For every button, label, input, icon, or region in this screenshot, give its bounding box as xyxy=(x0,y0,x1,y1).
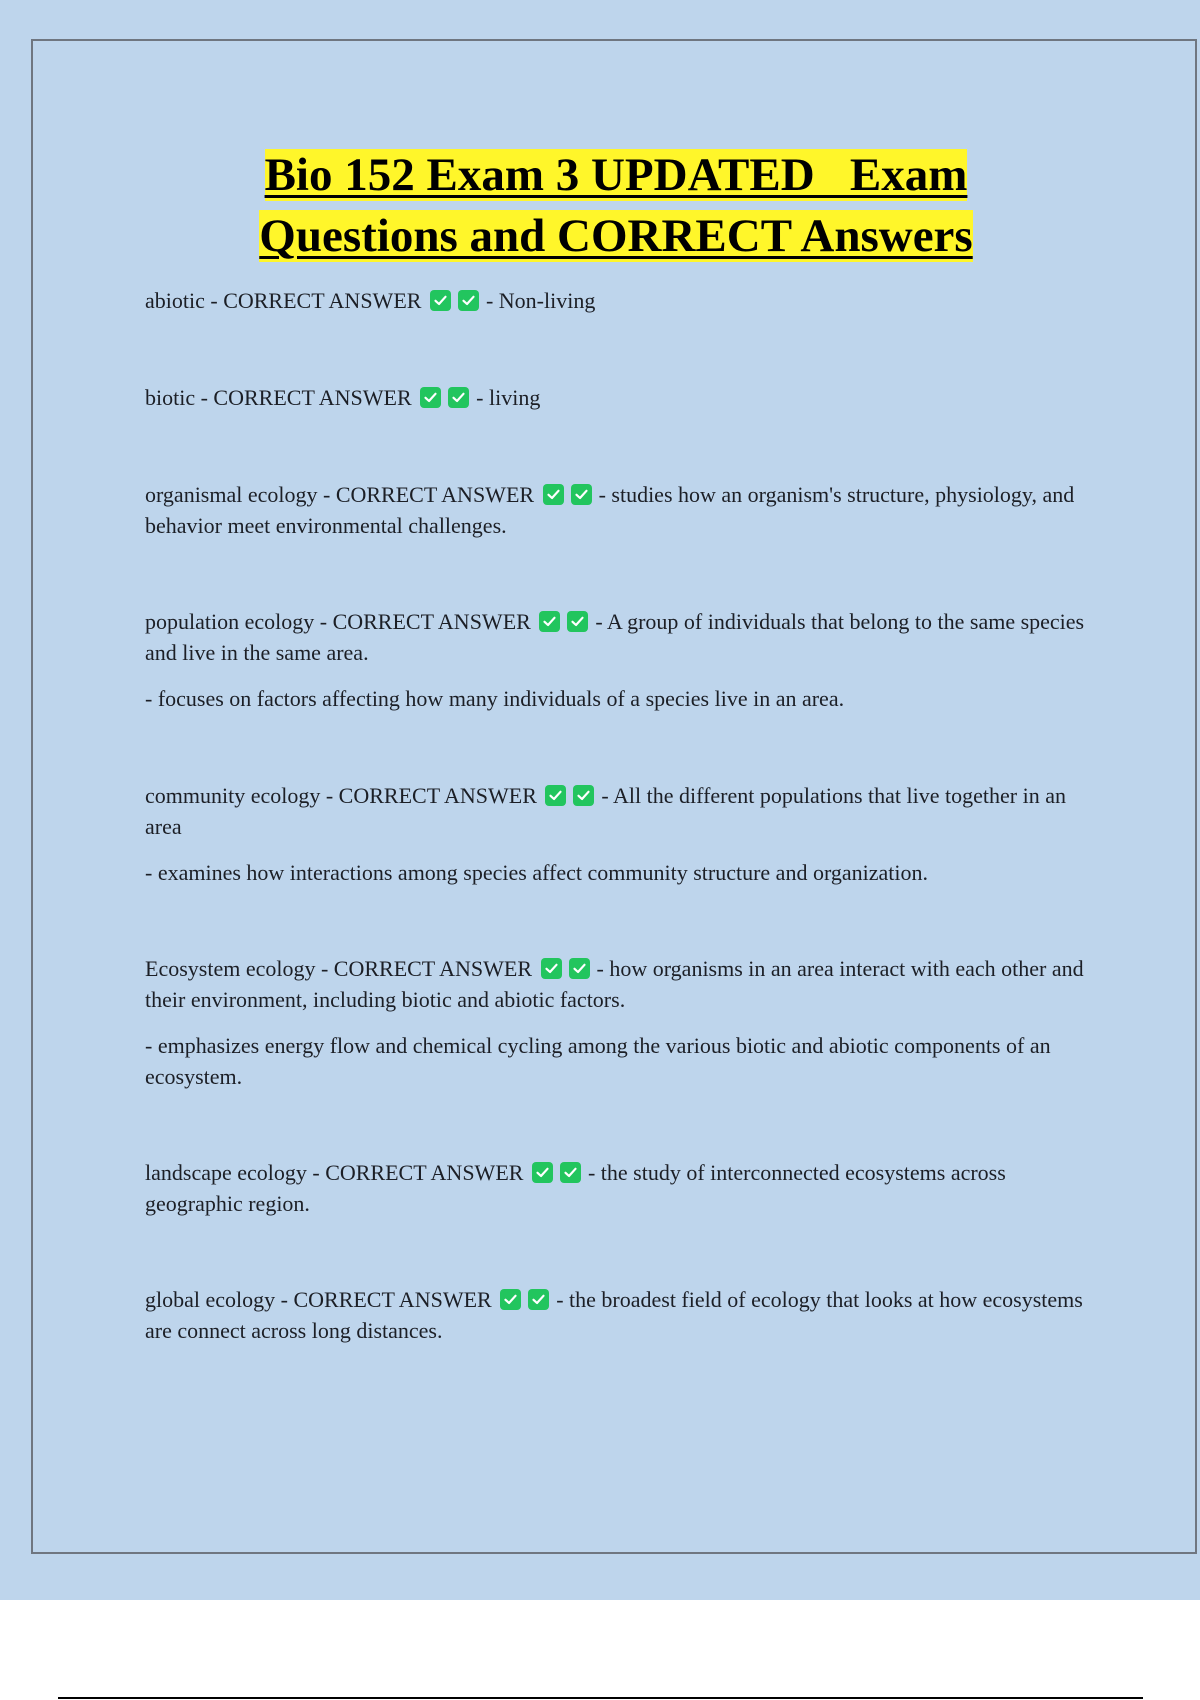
check-mark-icon xyxy=(528,1289,549,1310)
document-title xyxy=(0,145,1200,267)
qa-definition: - A group of individuals that belong to the same species and live in the same area. xyxy=(145,609,1085,665)
footer-rule xyxy=(58,1697,1143,1699)
check-mark-icon xyxy=(430,290,451,311)
qa-definition: - studies how an organism's structure, physiology, and behavior meet environmental challenges. xyxy=(145,482,1075,538)
qa-definition: - living xyxy=(476,385,541,410)
check-mark-icon xyxy=(500,1289,521,1310)
qa-definition: - All the different populations that live together in an area xyxy=(145,783,1066,839)
qa-extra-note: - examines how interactions among species affect community structure and organization. xyxy=(145,860,928,885)
qa-extra-note: - focuses on factors affecting how many individuals of a species live in an area. xyxy=(145,686,845,711)
qa-extra-note: - emphasizes energy flow and chemical cycling among the various biotic and abiotic components of an ecosystem. xyxy=(145,1033,1051,1089)
qa-entry-ecosystem-ecology xyxy=(145,953,1090,1092)
qa-question xyxy=(145,780,1090,842)
qa-question xyxy=(145,1157,1090,1219)
check-mark-icon xyxy=(458,290,479,311)
qa-question xyxy=(145,285,1090,316)
qa-term: organismal ecology - CORRECT ANSWER xyxy=(145,482,540,507)
qa-term: community ecology - CORRECT ANSWER xyxy=(145,783,543,808)
qa-entry-community-ecology xyxy=(145,780,1090,888)
qa-term: landscape ecology - CORRECT ANSWER xyxy=(145,1160,529,1185)
qa-question xyxy=(145,479,1090,541)
qa-entry-abiotic xyxy=(145,285,1090,316)
check-mark-icon xyxy=(560,1162,581,1183)
qa-definition: - the broadest field of ecology that looks at how ecosystems are connect across long distances. xyxy=(145,1287,1083,1343)
qa-entry-population-ecology xyxy=(145,606,1090,714)
qa-entry-global-ecology xyxy=(145,1284,1090,1346)
qa-definition: - Non-living xyxy=(485,288,596,313)
qa-definition: - how organisms in an area interact with each other and their environment, including biotic and abiotic factors. xyxy=(145,956,1084,1012)
check-mark-icon xyxy=(573,785,594,806)
title-line-1: Bio 152 Exam 3 UPDATED Exam xyxy=(264,149,968,201)
qa-entry-biotic xyxy=(145,382,1090,413)
check-mark-icon xyxy=(420,387,441,408)
check-mark-icon xyxy=(567,611,588,632)
qa-entry-organismal-ecology xyxy=(145,479,1090,541)
qa-question xyxy=(145,953,1090,1015)
title-line-2: Questions and CORRECT Answers xyxy=(259,210,973,262)
check-mark-icon xyxy=(541,958,562,979)
check-mark-icon xyxy=(571,484,592,505)
qa-question xyxy=(145,382,1090,413)
qa-question xyxy=(145,1284,1090,1346)
check-mark-icon xyxy=(539,611,560,632)
qa-term: abiotic - CORRECT ANSWER xyxy=(145,288,427,313)
check-mark-icon xyxy=(543,484,564,505)
qa-question xyxy=(145,606,1090,668)
qa-term: biotic - CORRECT ANSWER xyxy=(145,385,418,410)
qa-term: Ecosystem ecology - CORRECT ANSWER xyxy=(145,956,538,981)
qa-definition: - the study of interconnected ecosystems across geographic region. xyxy=(145,1160,1006,1216)
qa-term: population ecology - CORRECT ANSWER xyxy=(145,609,537,634)
check-mark-icon xyxy=(532,1162,553,1183)
check-mark-icon xyxy=(569,958,590,979)
qa-term: global ecology - CORRECT ANSWER xyxy=(145,1287,498,1312)
qa-entry-landscape-ecology xyxy=(145,1157,1090,1219)
check-mark-icon xyxy=(545,785,566,806)
check-mark-icon xyxy=(448,387,469,408)
